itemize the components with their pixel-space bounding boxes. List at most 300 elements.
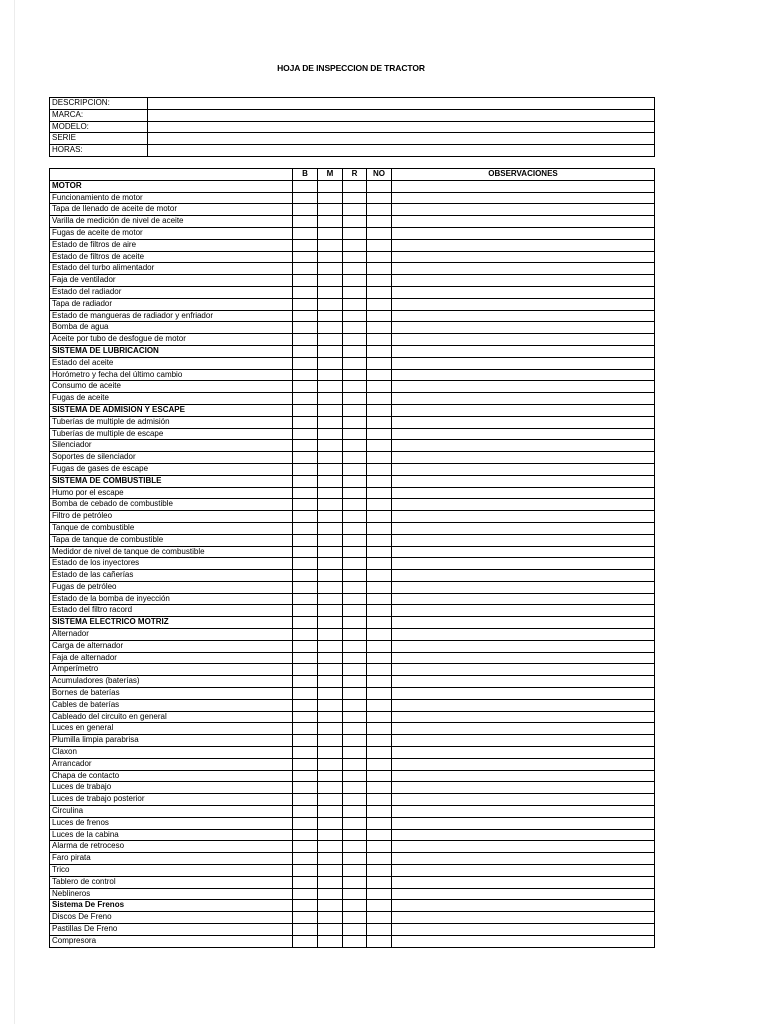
- check-cell-no[interactable]: [367, 345, 392, 357]
- check-cell-r[interactable]: [343, 853, 367, 865]
- check-cell-m[interactable]: [318, 192, 343, 204]
- check-cell-m[interactable]: [318, 570, 343, 582]
- check-cell-m[interactable]: [318, 298, 343, 310]
- check-cell-b[interactable]: [293, 640, 318, 652]
- check-cell-b[interactable]: [293, 711, 318, 723]
- check-cell-m[interactable]: [318, 381, 343, 393]
- check-cell-m[interactable]: [318, 216, 343, 228]
- observation-cell[interactable]: [392, 688, 655, 700]
- check-cell-m[interactable]: [318, 853, 343, 865]
- check-cell-m[interactable]: [318, 428, 343, 440]
- check-cell-b[interactable]: [293, 357, 318, 369]
- check-cell-r[interactable]: [343, 593, 367, 605]
- check-cell-m[interactable]: [318, 499, 343, 511]
- check-cell-no[interactable]: [367, 369, 392, 381]
- check-cell-b[interactable]: [293, 924, 318, 936]
- observation-cell[interactable]: [392, 605, 655, 617]
- observation-cell[interactable]: [392, 499, 655, 511]
- check-cell-b[interactable]: [293, 487, 318, 499]
- check-cell-b[interactable]: [293, 794, 318, 806]
- observation-cell[interactable]: [392, 239, 655, 251]
- check-cell-m[interactable]: [318, 404, 343, 416]
- observation-cell[interactable]: [392, 440, 655, 452]
- check-cell-no[interactable]: [367, 888, 392, 900]
- observation-cell[interactable]: [392, 216, 655, 228]
- check-cell-no[interactable]: [367, 393, 392, 405]
- check-cell-no[interactable]: [367, 192, 392, 204]
- check-cell-r[interactable]: [343, 888, 367, 900]
- check-cell-m[interactable]: [318, 180, 343, 192]
- check-cell-r[interactable]: [343, 924, 367, 936]
- check-cell-no[interactable]: [367, 357, 392, 369]
- check-cell-m[interactable]: [318, 357, 343, 369]
- check-cell-b[interactable]: [293, 605, 318, 617]
- check-cell-b[interactable]: [293, 463, 318, 475]
- check-cell-no[interactable]: [367, 652, 392, 664]
- check-cell-m[interactable]: [318, 865, 343, 877]
- observation-cell[interactable]: [392, 629, 655, 641]
- check-cell-r[interactable]: [343, 263, 367, 275]
- check-cell-no[interactable]: [367, 758, 392, 770]
- check-cell-r[interactable]: [343, 794, 367, 806]
- check-cell-m[interactable]: [318, 794, 343, 806]
- check-cell-b[interactable]: [293, 723, 318, 735]
- check-cell-m[interactable]: [318, 817, 343, 829]
- check-cell-r[interactable]: [343, 404, 367, 416]
- check-cell-r[interactable]: [343, 180, 367, 192]
- check-cell-m[interactable]: [318, 782, 343, 794]
- observation-cell[interactable]: [392, 428, 655, 440]
- check-cell-r[interactable]: [343, 275, 367, 287]
- check-cell-no[interactable]: [367, 322, 392, 334]
- check-cell-no[interactable]: [367, 593, 392, 605]
- check-cell-b[interactable]: [293, 204, 318, 216]
- check-cell-no[interactable]: [367, 747, 392, 759]
- check-cell-no[interactable]: [367, 487, 392, 499]
- check-cell-r[interactable]: [343, 581, 367, 593]
- check-cell-r[interactable]: [343, 452, 367, 464]
- check-cell-m[interactable]: [318, 522, 343, 534]
- check-cell-m[interactable]: [318, 227, 343, 239]
- check-cell-m[interactable]: [318, 617, 343, 629]
- check-cell-no[interactable]: [367, 735, 392, 747]
- check-cell-b[interactable]: [293, 546, 318, 558]
- check-cell-no[interactable]: [367, 676, 392, 688]
- check-cell-r[interactable]: [343, 806, 367, 818]
- check-cell-b[interactable]: [293, 747, 318, 759]
- observation-cell[interactable]: [392, 570, 655, 582]
- observation-cell[interactable]: [392, 794, 655, 806]
- observation-cell[interactable]: [392, 192, 655, 204]
- check-cell-r[interactable]: [343, 416, 367, 428]
- check-cell-no[interactable]: [367, 522, 392, 534]
- check-cell-b[interactable]: [293, 817, 318, 829]
- check-cell-r[interactable]: [343, 782, 367, 794]
- check-cell-r[interactable]: [343, 393, 367, 405]
- observation-cell[interactable]: [392, 263, 655, 275]
- check-cell-r[interactable]: [343, 747, 367, 759]
- check-cell-b[interactable]: [293, 570, 318, 582]
- check-cell-m[interactable]: [318, 758, 343, 770]
- check-cell-no[interactable]: [367, 404, 392, 416]
- check-cell-b[interactable]: [293, 499, 318, 511]
- check-cell-b[interactable]: [293, 617, 318, 629]
- check-cell-r[interactable]: [343, 192, 367, 204]
- check-cell-b[interactable]: [293, 581, 318, 593]
- check-cell-no[interactable]: [367, 298, 392, 310]
- check-cell-r[interactable]: [343, 829, 367, 841]
- check-cell-no[interactable]: [367, 310, 392, 322]
- check-cell-no[interactable]: [367, 794, 392, 806]
- check-cell-b[interactable]: [293, 239, 318, 251]
- check-cell-b[interactable]: [293, 593, 318, 605]
- observation-cell[interactable]: [392, 227, 655, 239]
- check-cell-no[interactable]: [367, 511, 392, 523]
- check-cell-r[interactable]: [343, 876, 367, 888]
- check-cell-r[interactable]: [343, 664, 367, 676]
- check-cell-m[interactable]: [318, 334, 343, 346]
- check-cell-no[interactable]: [367, 912, 392, 924]
- check-cell-m[interactable]: [318, 534, 343, 546]
- check-cell-b[interactable]: [293, 404, 318, 416]
- observation-cell[interactable]: [392, 640, 655, 652]
- check-cell-no[interactable]: [367, 711, 392, 723]
- check-cell-r[interactable]: [343, 770, 367, 782]
- check-cell-b[interactable]: [293, 322, 318, 334]
- check-cell-no[interactable]: [367, 770, 392, 782]
- check-cell-b[interactable]: [293, 900, 318, 912]
- check-cell-no[interactable]: [367, 806, 392, 818]
- check-cell-no[interactable]: [367, 227, 392, 239]
- observation-cell[interactable]: [392, 487, 655, 499]
- check-cell-r[interactable]: [343, 723, 367, 735]
- check-cell-r[interactable]: [343, 475, 367, 487]
- check-cell-b[interactable]: [293, 286, 318, 298]
- observation-cell[interactable]: [392, 180, 655, 192]
- check-cell-b[interactable]: [293, 865, 318, 877]
- observation-cell[interactable]: [392, 522, 655, 534]
- check-cell-r[interactable]: [343, 605, 367, 617]
- check-cell-r[interactable]: [343, 758, 367, 770]
- info-value-field[interactable]: [148, 121, 655, 133]
- check-cell-no[interactable]: [367, 817, 392, 829]
- check-cell-m[interactable]: [318, 747, 343, 759]
- check-cell-m[interactable]: [318, 806, 343, 818]
- check-cell-m[interactable]: [318, 629, 343, 641]
- check-cell-no[interactable]: [367, 275, 392, 287]
- check-cell-m[interactable]: [318, 581, 343, 593]
- check-cell-no[interactable]: [367, 463, 392, 475]
- check-cell-b[interactable]: [293, 758, 318, 770]
- check-cell-m[interactable]: [318, 723, 343, 735]
- check-cell-b[interactable]: [293, 652, 318, 664]
- check-cell-r[interactable]: [343, 369, 367, 381]
- check-cell-r[interactable]: [343, 617, 367, 629]
- info-value-field[interactable]: [148, 109, 655, 121]
- check-cell-m[interactable]: [318, 310, 343, 322]
- check-cell-r[interactable]: [343, 900, 367, 912]
- check-cell-b[interactable]: [293, 298, 318, 310]
- check-cell-b[interactable]: [293, 534, 318, 546]
- check-cell-no[interactable]: [367, 900, 392, 912]
- check-cell-b[interactable]: [293, 735, 318, 747]
- check-cell-r[interactable]: [343, 558, 367, 570]
- check-cell-m[interactable]: [318, 841, 343, 853]
- observation-cell[interactable]: [392, 558, 655, 570]
- check-cell-r[interactable]: [343, 204, 367, 216]
- check-cell-m[interactable]: [318, 912, 343, 924]
- check-cell-r[interactable]: [343, 546, 367, 558]
- check-cell-r[interactable]: [343, 428, 367, 440]
- check-cell-b[interactable]: [293, 227, 318, 239]
- check-cell-no[interactable]: [367, 499, 392, 511]
- observation-cell[interactable]: [392, 782, 655, 794]
- check-cell-m[interactable]: [318, 924, 343, 936]
- check-cell-r[interactable]: [343, 841, 367, 853]
- check-cell-no[interactable]: [367, 924, 392, 936]
- observation-cell[interactable]: [392, 393, 655, 405]
- check-cell-b[interactable]: [293, 664, 318, 676]
- observation-cell[interactable]: [392, 546, 655, 558]
- check-cell-b[interactable]: [293, 935, 318, 947]
- check-cell-m[interactable]: [318, 322, 343, 334]
- observation-cell[interactable]: [392, 617, 655, 629]
- check-cell-no[interactable]: [367, 428, 392, 440]
- check-cell-b[interactable]: [293, 676, 318, 688]
- check-cell-r[interactable]: [343, 440, 367, 452]
- check-cell-r[interactable]: [343, 676, 367, 688]
- observation-cell[interactable]: [392, 735, 655, 747]
- check-cell-m[interactable]: [318, 900, 343, 912]
- check-cell-r[interactable]: [343, 711, 367, 723]
- check-cell-m[interactable]: [318, 664, 343, 676]
- check-cell-r[interactable]: [343, 865, 367, 877]
- observation-cell[interactable]: [392, 581, 655, 593]
- observation-cell[interactable]: [392, 747, 655, 759]
- check-cell-b[interactable]: [293, 829, 318, 841]
- check-cell-b[interactable]: [293, 192, 318, 204]
- observation-cell[interactable]: [392, 829, 655, 841]
- check-cell-no[interactable]: [367, 381, 392, 393]
- check-cell-no[interactable]: [367, 558, 392, 570]
- check-cell-no[interactable]: [367, 534, 392, 546]
- check-cell-no[interactable]: [367, 853, 392, 865]
- check-cell-no[interactable]: [367, 581, 392, 593]
- check-cell-b[interactable]: [293, 251, 318, 263]
- check-cell-no[interactable]: [367, 617, 392, 629]
- observation-cell[interactable]: [392, 676, 655, 688]
- check-cell-b[interactable]: [293, 428, 318, 440]
- check-cell-b[interactable]: [293, 511, 318, 523]
- observation-cell[interactable]: [392, 475, 655, 487]
- check-cell-r[interactable]: [343, 629, 367, 641]
- observation-cell[interactable]: [392, 664, 655, 676]
- check-cell-m[interactable]: [318, 888, 343, 900]
- check-cell-m[interactable]: [318, 440, 343, 452]
- observation-cell[interactable]: [392, 593, 655, 605]
- check-cell-no[interactable]: [367, 723, 392, 735]
- check-cell-no[interactable]: [367, 570, 392, 582]
- check-cell-b[interactable]: [293, 452, 318, 464]
- observation-cell[interactable]: [392, 770, 655, 782]
- check-cell-m[interactable]: [318, 605, 343, 617]
- check-cell-m[interactable]: [318, 452, 343, 464]
- check-cell-r[interactable]: [343, 381, 367, 393]
- observation-cell[interactable]: [392, 286, 655, 298]
- check-cell-no[interactable]: [367, 180, 392, 192]
- check-cell-m[interactable]: [318, 735, 343, 747]
- check-cell-m[interactable]: [318, 475, 343, 487]
- check-cell-b[interactable]: [293, 912, 318, 924]
- check-cell-r[interactable]: [343, 688, 367, 700]
- check-cell-b[interactable]: [293, 699, 318, 711]
- check-cell-r[interactable]: [343, 345, 367, 357]
- check-cell-no[interactable]: [367, 452, 392, 464]
- check-cell-no[interactable]: [367, 688, 392, 700]
- info-value-field[interactable]: [148, 98, 655, 110]
- observation-cell[interactable]: [392, 865, 655, 877]
- check-cell-no[interactable]: [367, 251, 392, 263]
- check-cell-no[interactable]: [367, 216, 392, 228]
- check-cell-b[interactable]: [293, 180, 318, 192]
- check-cell-b[interactable]: [293, 688, 318, 700]
- check-cell-no[interactable]: [367, 935, 392, 947]
- observation-cell[interactable]: [392, 876, 655, 888]
- check-cell-r[interactable]: [343, 310, 367, 322]
- observation-cell[interactable]: [392, 345, 655, 357]
- check-cell-no[interactable]: [367, 334, 392, 346]
- check-cell-r[interactable]: [343, 522, 367, 534]
- observation-cell[interactable]: [392, 817, 655, 829]
- observation-cell[interactable]: [392, 534, 655, 546]
- check-cell-r[interactable]: [343, 227, 367, 239]
- observation-cell[interactable]: [392, 888, 655, 900]
- check-cell-m[interactable]: [318, 676, 343, 688]
- check-cell-m[interactable]: [318, 251, 343, 263]
- check-cell-r[interactable]: [343, 322, 367, 334]
- check-cell-no[interactable]: [367, 440, 392, 452]
- check-cell-b[interactable]: [293, 876, 318, 888]
- check-cell-no[interactable]: [367, 286, 392, 298]
- observation-cell[interactable]: [392, 322, 655, 334]
- check-cell-m[interactable]: [318, 511, 343, 523]
- observation-cell[interactable]: [392, 806, 655, 818]
- observation-cell[interactable]: [392, 652, 655, 664]
- info-value-field[interactable]: [148, 145, 655, 157]
- observation-cell[interactable]: [392, 416, 655, 428]
- check-cell-no[interactable]: [367, 699, 392, 711]
- check-cell-r[interactable]: [343, 251, 367, 263]
- check-cell-r[interactable]: [343, 912, 367, 924]
- check-cell-b[interactable]: [293, 841, 318, 853]
- check-cell-r[interactable]: [343, 499, 367, 511]
- check-cell-r[interactable]: [343, 298, 367, 310]
- observation-cell[interactable]: [392, 912, 655, 924]
- check-cell-m[interactable]: [318, 487, 343, 499]
- check-cell-b[interactable]: [293, 629, 318, 641]
- check-cell-b[interactable]: [293, 263, 318, 275]
- check-cell-m[interactable]: [318, 699, 343, 711]
- check-cell-m[interactable]: [318, 345, 343, 357]
- observation-cell[interactable]: [392, 723, 655, 735]
- check-cell-no[interactable]: [367, 829, 392, 841]
- observation-cell[interactable]: [392, 298, 655, 310]
- check-cell-m[interactable]: [318, 711, 343, 723]
- observation-cell[interactable]: [392, 900, 655, 912]
- check-cell-r[interactable]: [343, 216, 367, 228]
- check-cell-r[interactable]: [343, 511, 367, 523]
- check-cell-b[interactable]: [293, 369, 318, 381]
- observation-cell[interactable]: [392, 404, 655, 416]
- check-cell-no[interactable]: [367, 263, 392, 275]
- check-cell-r[interactable]: [343, 534, 367, 546]
- check-cell-no[interactable]: [367, 546, 392, 558]
- observation-cell[interactable]: [392, 275, 655, 287]
- observation-cell[interactable]: [392, 758, 655, 770]
- observation-cell[interactable]: [392, 463, 655, 475]
- observation-cell[interactable]: [392, 334, 655, 346]
- check-cell-no[interactable]: [367, 640, 392, 652]
- observation-cell[interactable]: [392, 204, 655, 216]
- check-cell-b[interactable]: [293, 558, 318, 570]
- check-cell-m[interactable]: [318, 770, 343, 782]
- check-cell-m[interactable]: [318, 593, 343, 605]
- observation-cell[interactable]: [392, 452, 655, 464]
- check-cell-no[interactable]: [367, 865, 392, 877]
- check-cell-b[interactable]: [293, 275, 318, 287]
- check-cell-r[interactable]: [343, 570, 367, 582]
- check-cell-no[interactable]: [367, 876, 392, 888]
- check-cell-r[interactable]: [343, 935, 367, 947]
- check-cell-no[interactable]: [367, 605, 392, 617]
- observation-cell[interactable]: [392, 711, 655, 723]
- check-cell-m[interactable]: [318, 935, 343, 947]
- observation-cell[interactable]: [392, 381, 655, 393]
- observation-cell[interactable]: [392, 511, 655, 523]
- check-cell-b[interactable]: [293, 475, 318, 487]
- check-cell-m[interactable]: [318, 640, 343, 652]
- check-cell-no[interactable]: [367, 416, 392, 428]
- observation-cell[interactable]: [392, 853, 655, 865]
- check-cell-m[interactable]: [318, 876, 343, 888]
- check-cell-m[interactable]: [318, 286, 343, 298]
- check-cell-b[interactable]: [293, 782, 318, 794]
- check-cell-b[interactable]: [293, 310, 318, 322]
- check-cell-m[interactable]: [318, 463, 343, 475]
- check-cell-m[interactable]: [318, 369, 343, 381]
- observation-cell[interactable]: [392, 369, 655, 381]
- check-cell-no[interactable]: [367, 664, 392, 676]
- check-cell-m[interactable]: [318, 546, 343, 558]
- check-cell-b[interactable]: [293, 345, 318, 357]
- check-cell-r[interactable]: [343, 463, 367, 475]
- check-cell-b[interactable]: [293, 416, 318, 428]
- check-cell-no[interactable]: [367, 782, 392, 794]
- info-value-field[interactable]: [148, 133, 655, 145]
- check-cell-r[interactable]: [343, 699, 367, 711]
- check-cell-b[interactable]: [293, 393, 318, 405]
- check-cell-r[interactable]: [343, 735, 367, 747]
- check-cell-m[interactable]: [318, 393, 343, 405]
- check-cell-r[interactable]: [343, 357, 367, 369]
- check-cell-b[interactable]: [293, 522, 318, 534]
- check-cell-r[interactable]: [343, 286, 367, 298]
- check-cell-m[interactable]: [318, 652, 343, 664]
- check-cell-r[interactable]: [343, 239, 367, 251]
- check-cell-m[interactable]: [318, 688, 343, 700]
- check-cell-r[interactable]: [343, 817, 367, 829]
- check-cell-b[interactable]: [293, 334, 318, 346]
